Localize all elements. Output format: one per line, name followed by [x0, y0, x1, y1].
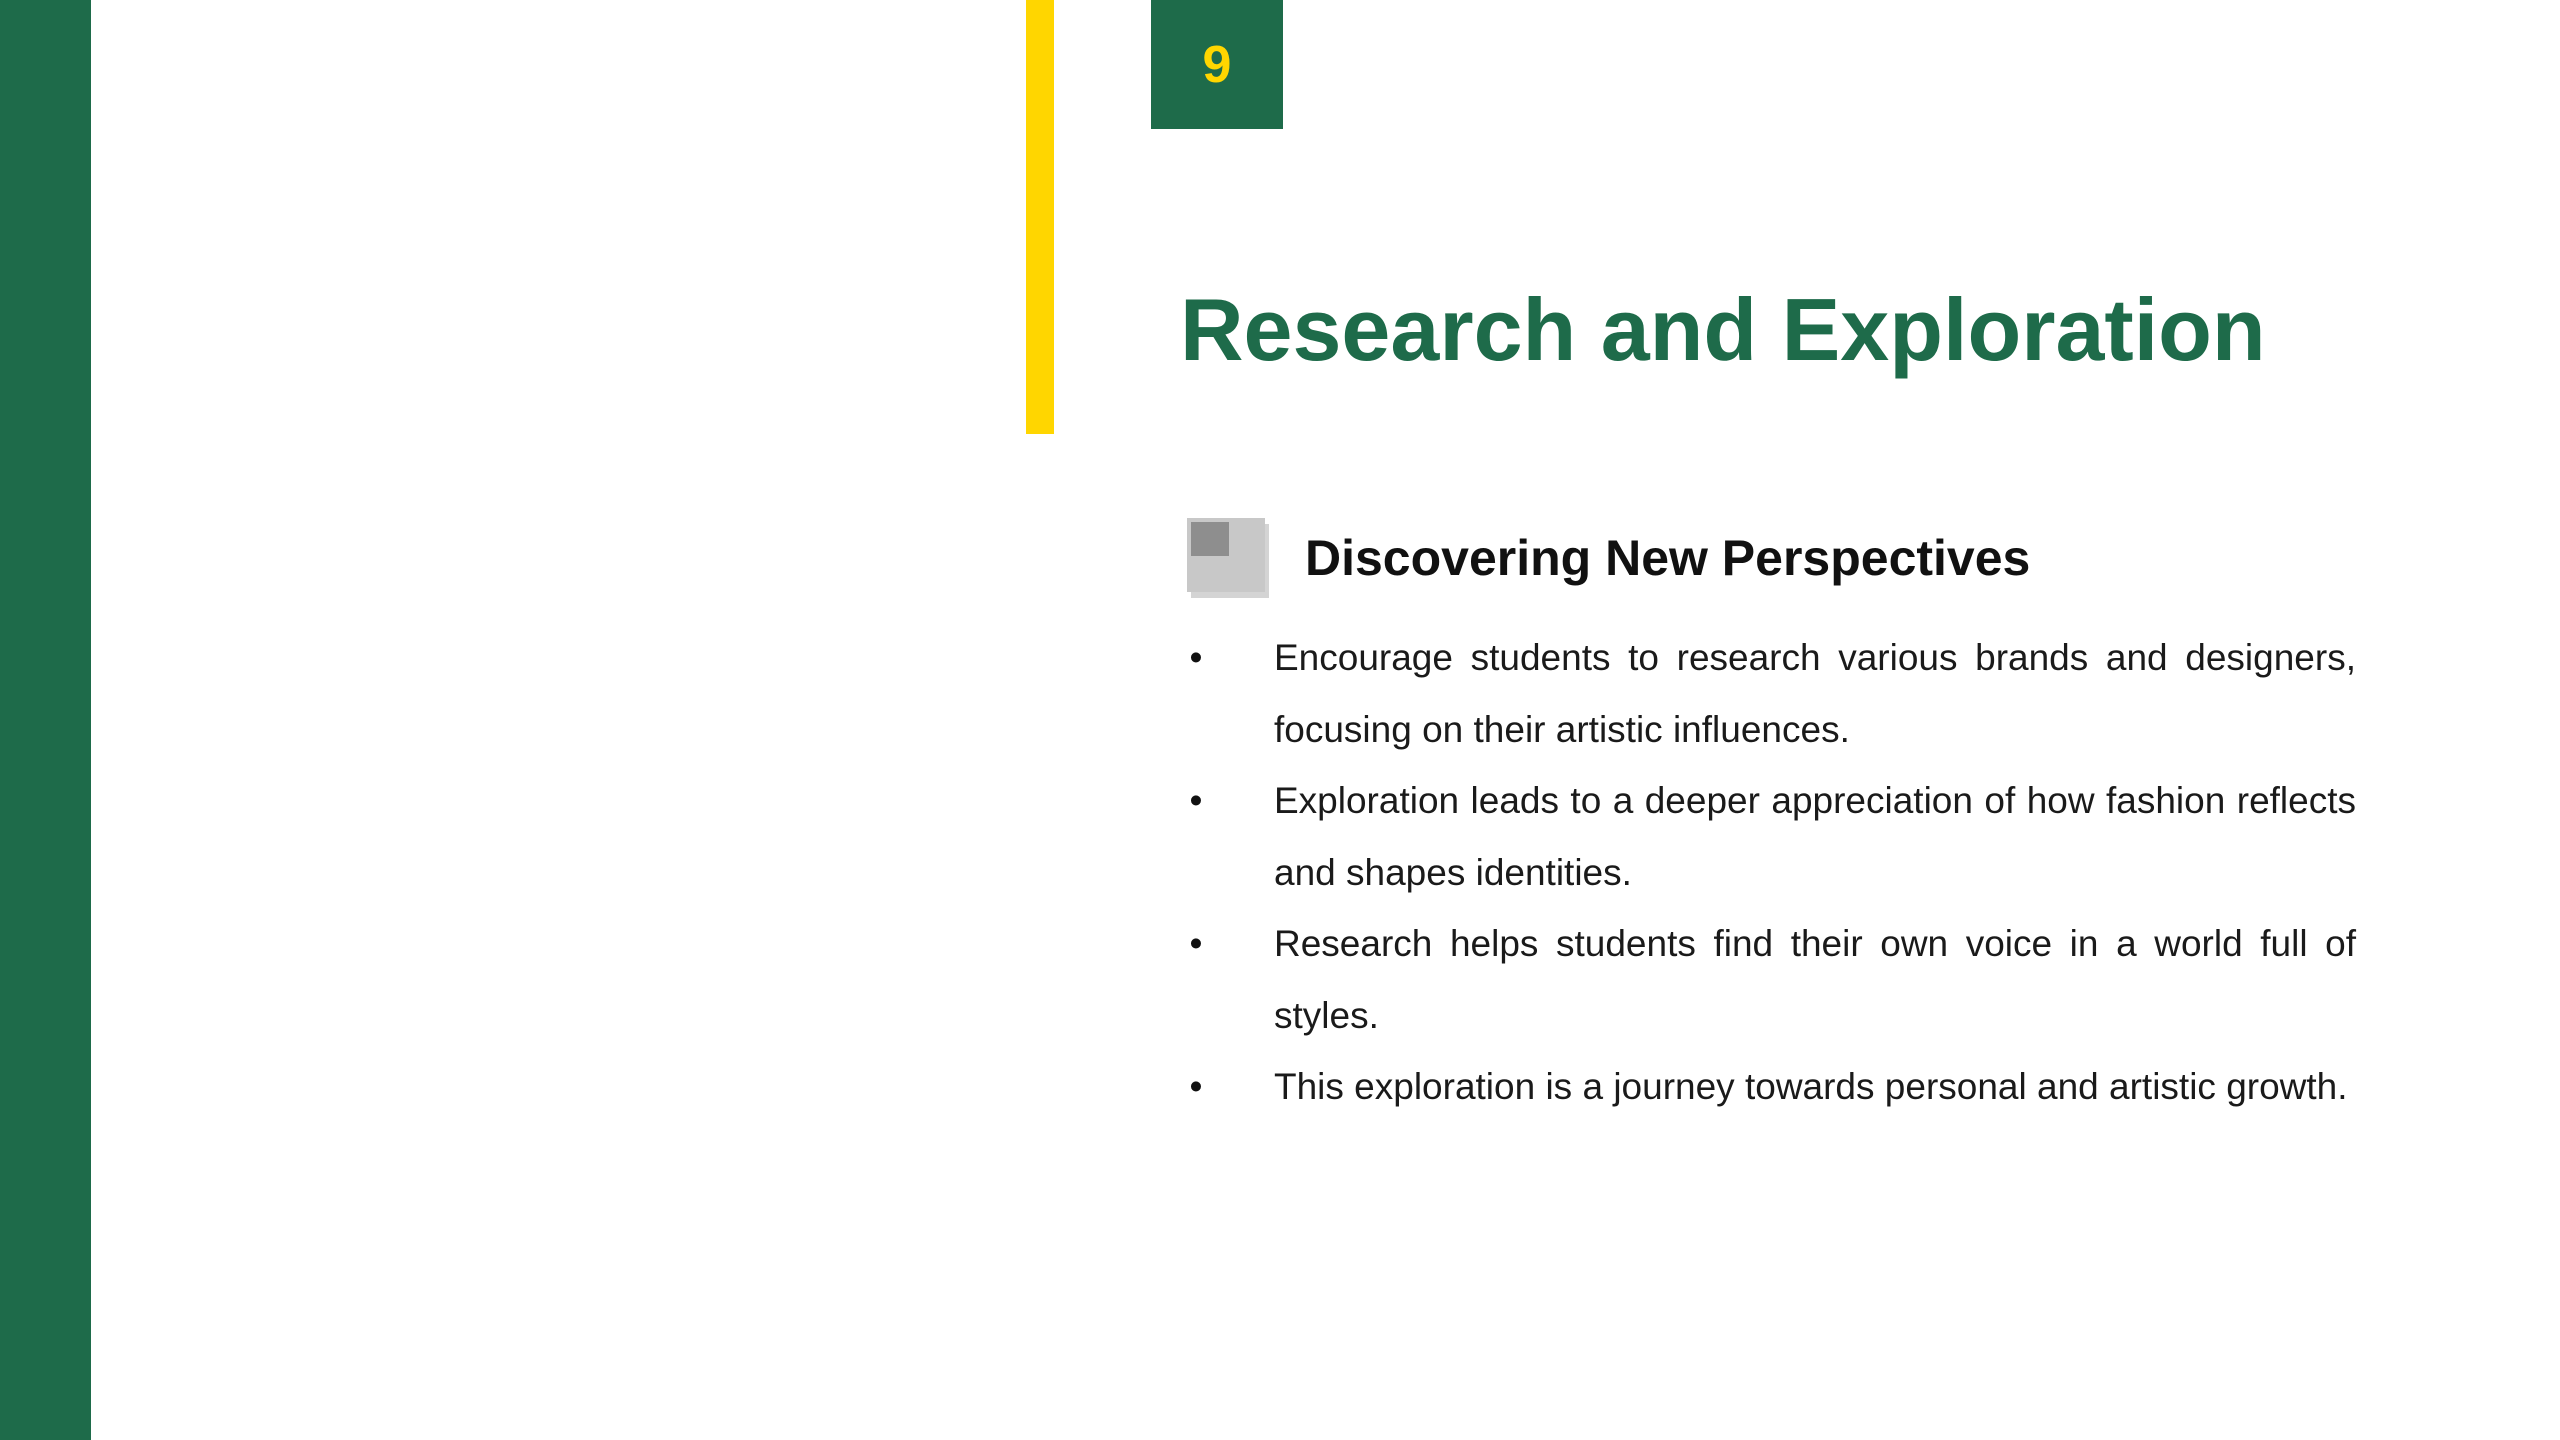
bullet-dot: •	[1189, 1066, 1203, 1107]
bullet-item	[1180, 765, 2356, 908]
bullet-text: Exploration leads to a deeper appreciation of how fashion reflects and shapes identities.	[1274, 780, 2356, 893]
bullet-dot: •	[1189, 923, 1203, 964]
bullet-text: This exploration is a journey towards personal and artistic growth.	[1274, 1066, 2348, 1107]
left-accent-bar	[0, 0, 91, 1440]
slide-title: Research and Exploration	[1180, 280, 2266, 379]
bullet-dot: •	[1189, 637, 1203, 678]
bullet-item	[1180, 908, 2356, 1051]
image-placeholder-icon	[1187, 518, 1269, 598]
page-number: 9	[1202, 35, 1232, 94]
subheading: Discovering New Perspectives	[1305, 530, 2031, 586]
bullet-item	[1180, 1051, 2356, 1123]
bullet-list	[1180, 622, 2356, 1123]
bullet-item	[1180, 622, 2356, 765]
page-number-badge	[1151, 0, 1283, 129]
bullet-text: Encourage students to research various brands and designers, focusing on their artistic influences.	[1274, 637, 2356, 750]
yellow-accent-bar	[1026, 0, 1054, 434]
bullet-text: Research helps students find their own voice in a world full of styles.	[1274, 923, 2356, 1036]
subheading-row	[1187, 518, 2030, 598]
bullet-dot: •	[1189, 780, 1203, 821]
